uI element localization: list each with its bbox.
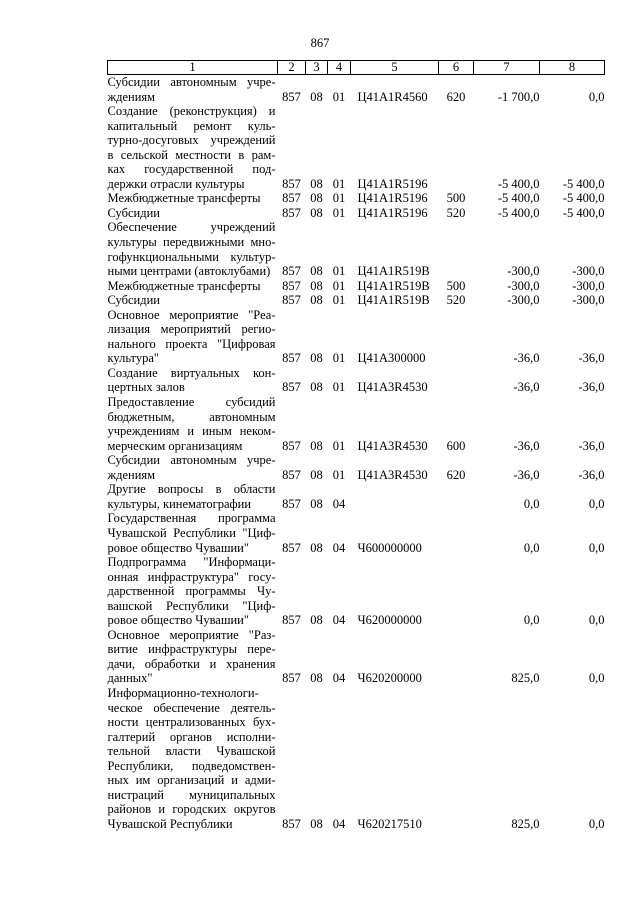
ministry-code-cell: 857	[282, 671, 301, 686]
ministry-code-cell: 857	[282, 176, 301, 191]
amount-cell-2: -5 400,0	[562, 205, 605, 220]
subsection-code-cell: 01	[332, 380, 346, 395]
amount-cell-1: -5 400,0	[497, 205, 540, 220]
subsection-code-cell: 01	[332, 191, 346, 206]
row-name-cell: Межбюджетные трансферты	[107, 191, 261, 206]
page-number: 867	[310, 36, 330, 50]
row-name-cell: Другие вопросы в области культуры, кинематографии	[107, 482, 276, 511]
column-header: 2	[278, 61, 306, 75]
amount-cell-1: -5 400,0	[497, 176, 540, 191]
table-row	[108, 220, 605, 278]
row-name-cell: Создание виртуальных кон-цертных залов	[107, 365, 276, 395]
ministry-code-cell: 857	[282, 816, 301, 831]
row-name-cell: Субсидии автономным учре-ждениям	[107, 453, 276, 482]
row-name-cell: Основное мероприятие "Реа-лизация мероприятий регио-нального проекта "Цифровая культура"	[107, 307, 276, 366]
section-code-cell: 08	[310, 671, 323, 686]
subsection-code-cell: 01	[332, 264, 346, 279]
table-row	[108, 191, 605, 206]
subsection-code-cell: 04	[332, 671, 346, 686]
amount-cell-1: -300,0	[507, 278, 540, 293]
row-name-cell: Субсидии автономным учре- ждениям	[107, 75, 276, 104]
amount-cell-1: 825,0	[511, 671, 540, 686]
target-article-cell: Ц41A1R519В	[357, 293, 430, 308]
amount-cell-2: -300,0	[572, 264, 605, 279]
expense-type-cell	[439, 104, 474, 191]
amount-cell-1: -36,0	[513, 380, 540, 395]
table-row	[108, 104, 605, 191]
subsection-code-cell: 01	[332, 351, 346, 366]
column-header: 5	[351, 61, 439, 75]
ministry-code-cell: 857	[282, 438, 301, 453]
target-article-cell: Ч620200000	[357, 671, 422, 686]
ministry-code-cell: 857	[282, 278, 301, 293]
amount-cell-2: -36,0	[578, 438, 605, 453]
target-article-cell: Ц41A1R519В	[357, 278, 430, 293]
subsection-code-cell: 04	[332, 540, 346, 555]
amount-cell-2: -300,0	[572, 293, 605, 308]
column-header: 6	[439, 61, 474, 75]
section-code-cell: 08	[310, 380, 323, 395]
amount-cell-1: -300,0	[507, 264, 540, 279]
ministry-code-cell: 857	[282, 613, 301, 628]
target-article-cell: Ц41A1R5196	[357, 205, 428, 220]
section-code-cell: 08	[310, 293, 323, 308]
subsection-code-cell: 04	[332, 496, 346, 511]
expense-type-cell	[439, 308, 474, 366]
subsection-code-cell: 01	[332, 205, 346, 220]
subsection-code-cell: 01	[332, 176, 346, 191]
amount-cell-1: -36,0	[513, 438, 540, 453]
section-code-cell: 08	[310, 89, 323, 104]
expense-type-cell: 620	[446, 89, 466, 104]
table-row	[108, 206, 605, 221]
target-article-cell: Ц41A3R4530	[357, 380, 428, 395]
section-code-cell: 08	[310, 351, 323, 366]
expense-type-cell: 500	[446, 278, 466, 293]
target-article-cell: Ц41A1R519В	[357, 264, 430, 279]
target-article-cell: Ц41A3R4530	[357, 467, 428, 482]
subsection-code-cell: 01	[332, 467, 346, 482]
amount-cell-2: 0,0	[588, 89, 605, 104]
amount-cell-1: -5 400,0	[497, 191, 540, 206]
amount-cell-2: -300,0	[572, 278, 605, 293]
ministry-code-cell: 857	[282, 496, 301, 511]
amount-cell-1: -36,0	[513, 467, 540, 482]
column-header: 7	[474, 61, 540, 75]
expense-type-cell: 620	[446, 467, 466, 482]
table-row	[108, 75, 605, 105]
amount-cell-1: 0,0	[523, 613, 540, 628]
table-row	[108, 628, 605, 686]
amount-cell-2: -36,0	[578, 467, 605, 482]
ministry-code-cell: 857	[282, 380, 301, 395]
ministry-code-cell: 857	[282, 540, 301, 555]
section-code-cell: 08	[310, 438, 323, 453]
expense-type-cell	[439, 686, 474, 831]
table-row	[108, 453, 605, 482]
ministry-code-cell: 857	[282, 293, 301, 308]
amount-cell-1: -1 700,0	[497, 89, 540, 104]
target-article-cell: Ц41A1R5196	[357, 191, 428, 206]
target-article-cell: Ц41A1R4560	[357, 89, 428, 104]
ministry-code-cell: 857	[282, 264, 301, 279]
row-name-cell: Обеспечение учреждений культуры передвижными мно-гофункциональными культур-ными центрами (автоклубами)	[107, 220, 276, 279]
expense-type-cell: 520	[446, 205, 466, 220]
section-code-cell: 08	[310, 278, 323, 293]
table-row	[108, 308, 605, 366]
section-code-cell: 08	[310, 496, 323, 511]
amount-cell-2: 0,0	[588, 671, 605, 686]
section-code-cell: 08	[310, 540, 323, 555]
amount-cell-2: 0,0	[588, 540, 605, 555]
amount-cell-1: -36,0	[513, 351, 540, 366]
column-header: 4	[328, 61, 351, 75]
ministry-code-cell: 857	[282, 89, 301, 104]
section-code-cell: 08	[310, 613, 323, 628]
target-article-cell: Ч600000000	[357, 540, 422, 555]
row-name-cell: Подпрограмма "Информаци-онная инфраструктура" госу-дарственной программы Чу-вашской Республики "Циф-ровое общество Чувашии"	[107, 555, 276, 628]
row-name-cell: Информационно-технологи-ческое обеспечение деятель-ности централизованных бух-галтерий органов исполни-тельной власти Чувашской Республики, подведомствен-ных им организаций и адми-нистраций муниципальных районов и городских округов Чувашской Республики	[107, 685, 276, 831]
expense-type-cell	[439, 366, 474, 395]
subsection-code-cell: 01	[332, 89, 346, 104]
ministry-code-cell: 857	[282, 351, 301, 366]
expense-type-cell	[439, 628, 474, 686]
target-article-cell: Ц41A300000	[357, 351, 426, 366]
expense-type-cell	[439, 555, 474, 628]
amount-cell-1: 0,0	[523, 496, 540, 511]
amount-cell-1: 825,0	[511, 816, 540, 831]
table-row	[108, 366, 605, 395]
expense-type-cell	[439, 511, 474, 555]
target-article-cell: Ц41A1R5196	[357, 176, 428, 191]
column-header: 3	[306, 61, 328, 75]
budget-table	[107, 60, 605, 831]
section-code-cell: 08	[310, 176, 323, 191]
table-row	[108, 555, 605, 628]
section-code-cell: 08	[310, 816, 323, 831]
expense-type-cell: 600	[446, 438, 466, 453]
target-article-cell: Ч620217510	[357, 816, 422, 831]
amount-cell-2: 0,0	[588, 816, 605, 831]
target-article-cell: Ч620000000	[357, 613, 422, 628]
column-header: 1	[108, 61, 278, 75]
table-row	[108, 293, 605, 308]
expense-type-cell	[439, 482, 474, 511]
table-row	[108, 686, 605, 831]
section-code-cell: 08	[310, 191, 323, 206]
subsection-code-cell: 04	[332, 613, 346, 628]
table-row	[108, 511, 605, 555]
subsection-code-cell: 01	[332, 293, 346, 308]
column-header: 8	[540, 61, 605, 75]
section-code-cell: 08	[310, 264, 323, 279]
section-code-cell: 08	[310, 205, 323, 220]
table-row	[108, 395, 605, 453]
target-article-cell	[351, 482, 439, 511]
subsection-code-cell: 01	[332, 278, 346, 293]
table-body	[108, 75, 605, 832]
section-code-cell: 08	[310, 467, 323, 482]
amount-cell-2: 0,0	[588, 496, 605, 511]
amount-cell-2: -36,0	[578, 380, 605, 395]
amount-cell-2: -36,0	[578, 351, 605, 366]
expense-type-cell	[439, 220, 474, 278]
amount-cell-1: -300,0	[507, 293, 540, 308]
amount-cell-2: 0,0	[588, 613, 605, 628]
row-name-cell: Создание (реконструкция) и капитальный ремонт куль-турно-досуговых учреждений в сельской местности в рам-ках государственной под-держки отрасли культуры	[107, 104, 276, 191]
row-name-cell: Межбюджетные трансферты	[107, 278, 261, 293]
row-name-cell: Субсидии	[107, 293, 160, 308]
subsection-code-cell: 01	[332, 438, 346, 453]
expense-type-cell: 500	[446, 191, 466, 206]
ministry-code-cell: 857	[282, 191, 301, 206]
column-header-row	[108, 61, 605, 75]
amount-cell-1: 0,0	[523, 540, 540, 555]
amount-cell-2: -5 400,0	[562, 191, 605, 206]
ministry-code-cell: 857	[282, 467, 301, 482]
table-row	[108, 279, 605, 294]
subsection-code-cell: 04	[332, 816, 346, 831]
row-name-cell: Государственная программа Чувашской Республики "Циф-ровое общество Чувашии"	[107, 511, 276, 555]
target-article-cell: Ц41A3R4530	[357, 438, 428, 453]
row-name-cell: Основное мероприятие "Раз-витие инфраструктуры пере-дачи, обработки и хранения данных"	[107, 627, 276, 686]
row-name-cell: Предоставление субсидий бюджетным, автономным учреждениям и иным неком-мерческим организациям	[107, 395, 276, 453]
expense-type-cell: 520	[446, 293, 466, 308]
table-row	[108, 482, 605, 511]
ministry-code-cell: 857	[282, 205, 301, 220]
row-name-cell: Субсидии	[107, 205, 160, 220]
amount-cell-2: -5 400,0	[562, 176, 605, 191]
